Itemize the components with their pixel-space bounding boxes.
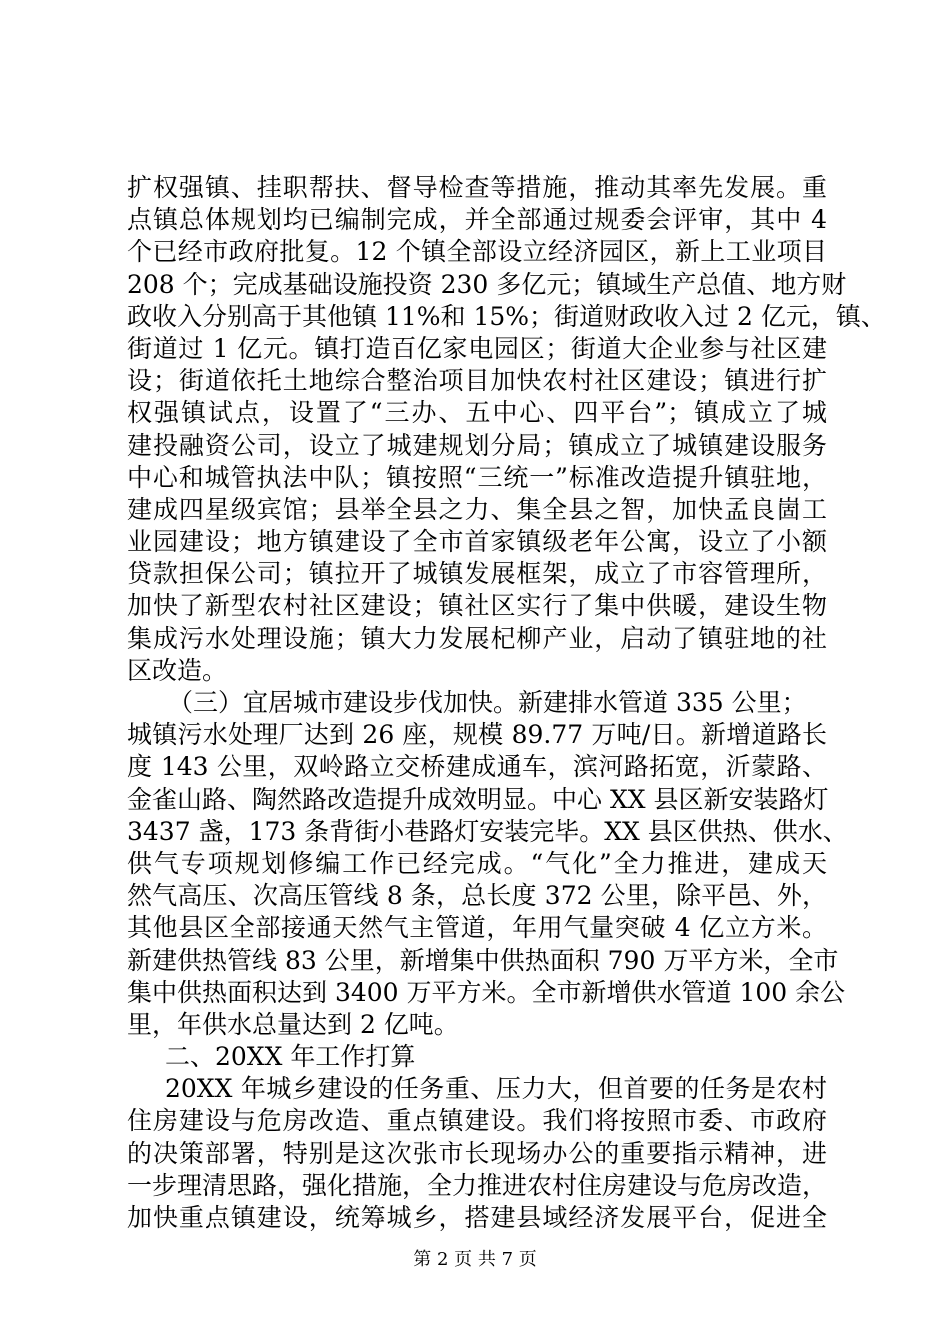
text-line: 然气高压、次高压管线 8 条，总长度 372 公里，除平邑、外， xyxy=(127,881,827,911)
text-line: 加快重点镇建设，统筹城乡，搭建县域经济发展平台，促进全 xyxy=(127,1203,827,1232)
text-line: 点镇总体规划均已编制完成，并全部通过规委会评审，其中 4 xyxy=(127,205,827,235)
text-line: 区改造。 xyxy=(127,655,228,685)
text-line: 其他县区全部接通天然气主管道，年用气量突破 4 亿立方米。 xyxy=(127,913,827,943)
text-line: 住房建设与危房改造、重点镇建设。我们将按照市委、市政府 xyxy=(127,1106,827,1136)
text-line: 扩权强镇、挂职帮扶、督导检查等措施，推动其率先发展。重 xyxy=(127,173,827,202)
text-line: 新建供热管线 83 公里，新增集中供热面积 790 万平方米，全市 xyxy=(127,945,839,975)
text-line: 20XX 年城乡建设的任务重、压力大，但首要的任务是农村 xyxy=(165,1074,827,1104)
section-heading: 二、20XX 年工作打算 xyxy=(165,1042,416,1072)
text-line: 一步理清思路，强化措施，全力推进农村住房建设与危房改造， xyxy=(127,1170,828,1200)
text-line: 权强镇试点，设置了“三办、五中心、四平台”；镇成立了城 xyxy=(127,398,827,428)
text-line: 建投融资公司，设立了城建规划分局；镇成立了城镇建设服务 xyxy=(127,430,827,460)
text-line: 街道过 1 亿元。镇打造百亿家电园区；街道大企业参与社区建 xyxy=(127,333,827,363)
text-line: 里，年供水总量达到 2 亿吨。 xyxy=(127,1009,459,1039)
text-line: 供气专项规划修编工作已经完成。“气化”全力推进，建成天 xyxy=(127,848,827,878)
section-heading-line: （三）宜居城市建设步伐加快。新建排水管道 335 公里； xyxy=(168,688,807,717)
text-line: 设；街道依托土地综合整治项目加快农村社区建设；镇进行扩 xyxy=(127,366,827,396)
text-line: 3437 盏，173 条背街小巷路灯安装完毕。XX 县区供热、供水、 xyxy=(127,816,848,846)
page-footer: 第 2 页 共 7 页 xyxy=(413,1249,537,1270)
text-line: 个已经市政府批复。12 个镇全部设立经济园区，新上工业项目 xyxy=(127,237,827,267)
text-line: 建成四星级宾馆；县举全县之力、集全县之智，加快孟良崮工 xyxy=(127,494,827,524)
text-line: 集成污水处理设施；镇大力发展杞柳产业，启动了镇驻地的社 xyxy=(127,623,827,653)
text-line: 业园建设；地方镇建设了全市首家镇级老年公寓，设立了小额 xyxy=(127,527,827,557)
text-line: 集中供热面积达到 3400 万平方米。全市新增供水管道 100 余公 xyxy=(127,977,846,1007)
text-line: 城镇污水处理厂达到 26 座，规模 89.77 万吨/日。新增道路长 xyxy=(127,720,827,750)
text-line: 政收入分别高于其他镇 11%和 15%；街道财政收入过 2 亿元，镇、 xyxy=(127,301,886,331)
text-line: 贷款担保公司；镇拉开了城镇发展框架，成立了市容管理所， xyxy=(127,559,827,589)
text-line: 加快了新型农村社区建设；镇社区实行了集中供暖，建设生物 xyxy=(127,591,827,621)
text-line: 金雀山路、陶然路改造提升成效明显。中心 XX 县区新安装路灯 xyxy=(127,784,829,814)
text-line: 中心和城管执法中队；镇按照“三统一”标准改造提升镇驻地， xyxy=(127,462,827,492)
text-line: 的决策部署，特别是这次张市长现场办公的重要指示精神，进 xyxy=(127,1138,827,1168)
document-body xyxy=(127,172,886,1234)
text-line: 208 个；完成基础设施投资 230 多亿元；镇域生产总值、地方财 xyxy=(127,269,847,299)
text-line: 度 143 公里，双岭路立交桥建成通车，滨河路拓宽，沂蒙路、 xyxy=(127,752,827,782)
